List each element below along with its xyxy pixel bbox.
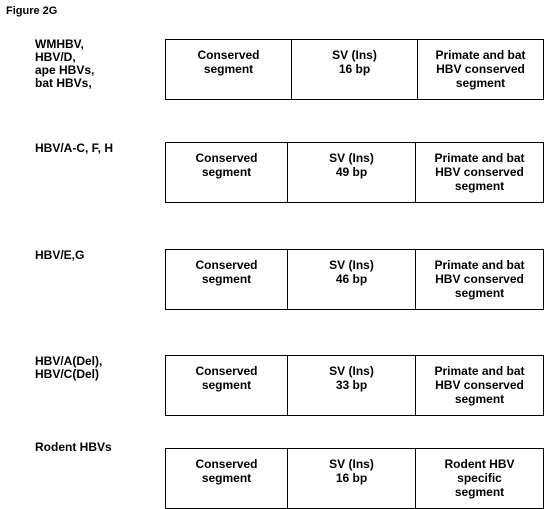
genotype-label: WMHBV, HBV/D, ape HBVs, bat HBVs,	[35, 37, 95, 90]
specific-segment: Primate and bat HBV conserved segment	[434, 151, 525, 193]
genotype-label: HBV/E,G	[35, 248, 85, 262]
specific-segment: Rodent HBV specific segment	[444, 457, 515, 499]
specific-segment: Primate and bat HBV conserved segment	[435, 48, 526, 90]
specific-segment: Primate and bat HBV conserved segment	[434, 364, 525, 406]
segment-bar	[165, 355, 544, 416]
sv-insertion-segment: SV (Ins) 16 bp	[288, 449, 416, 508]
segment-bar	[165, 249, 544, 310]
conserved-segment: Conserved segment	[166, 250, 288, 309]
sv-insertion-segment: SV (Ins) 16 bp	[292, 40, 418, 99]
genotype-label: Rodent HBVs	[35, 440, 112, 454]
figure-title: Figure 2G	[6, 5, 58, 17]
segment-bar	[165, 39, 544, 100]
sv-insertion-segment: SV (Ins) 49 bp	[288, 143, 416, 202]
conserved-segment: Conserved segment	[166, 356, 288, 415]
conserved-segment: Conserved segment	[166, 40, 292, 99]
genotype-label: HBV/A(Del), HBV/C(Del)	[35, 354, 103, 381]
sv-insertion-segment: SV (Ins) 46 bp	[288, 250, 416, 309]
segment-bar	[165, 448, 544, 509]
conserved-segment: Conserved segment	[166, 449, 288, 508]
genotype-label: HBV/A-C, F, H	[35, 141, 113, 155]
sv-insertion-segment: SV (Ins) 33 bp	[288, 356, 416, 415]
segment-bar	[165, 142, 544, 203]
conserved-segment: Conserved segment	[166, 143, 288, 202]
specific-segment: Primate and bat HBV conserved segment	[434, 258, 525, 300]
